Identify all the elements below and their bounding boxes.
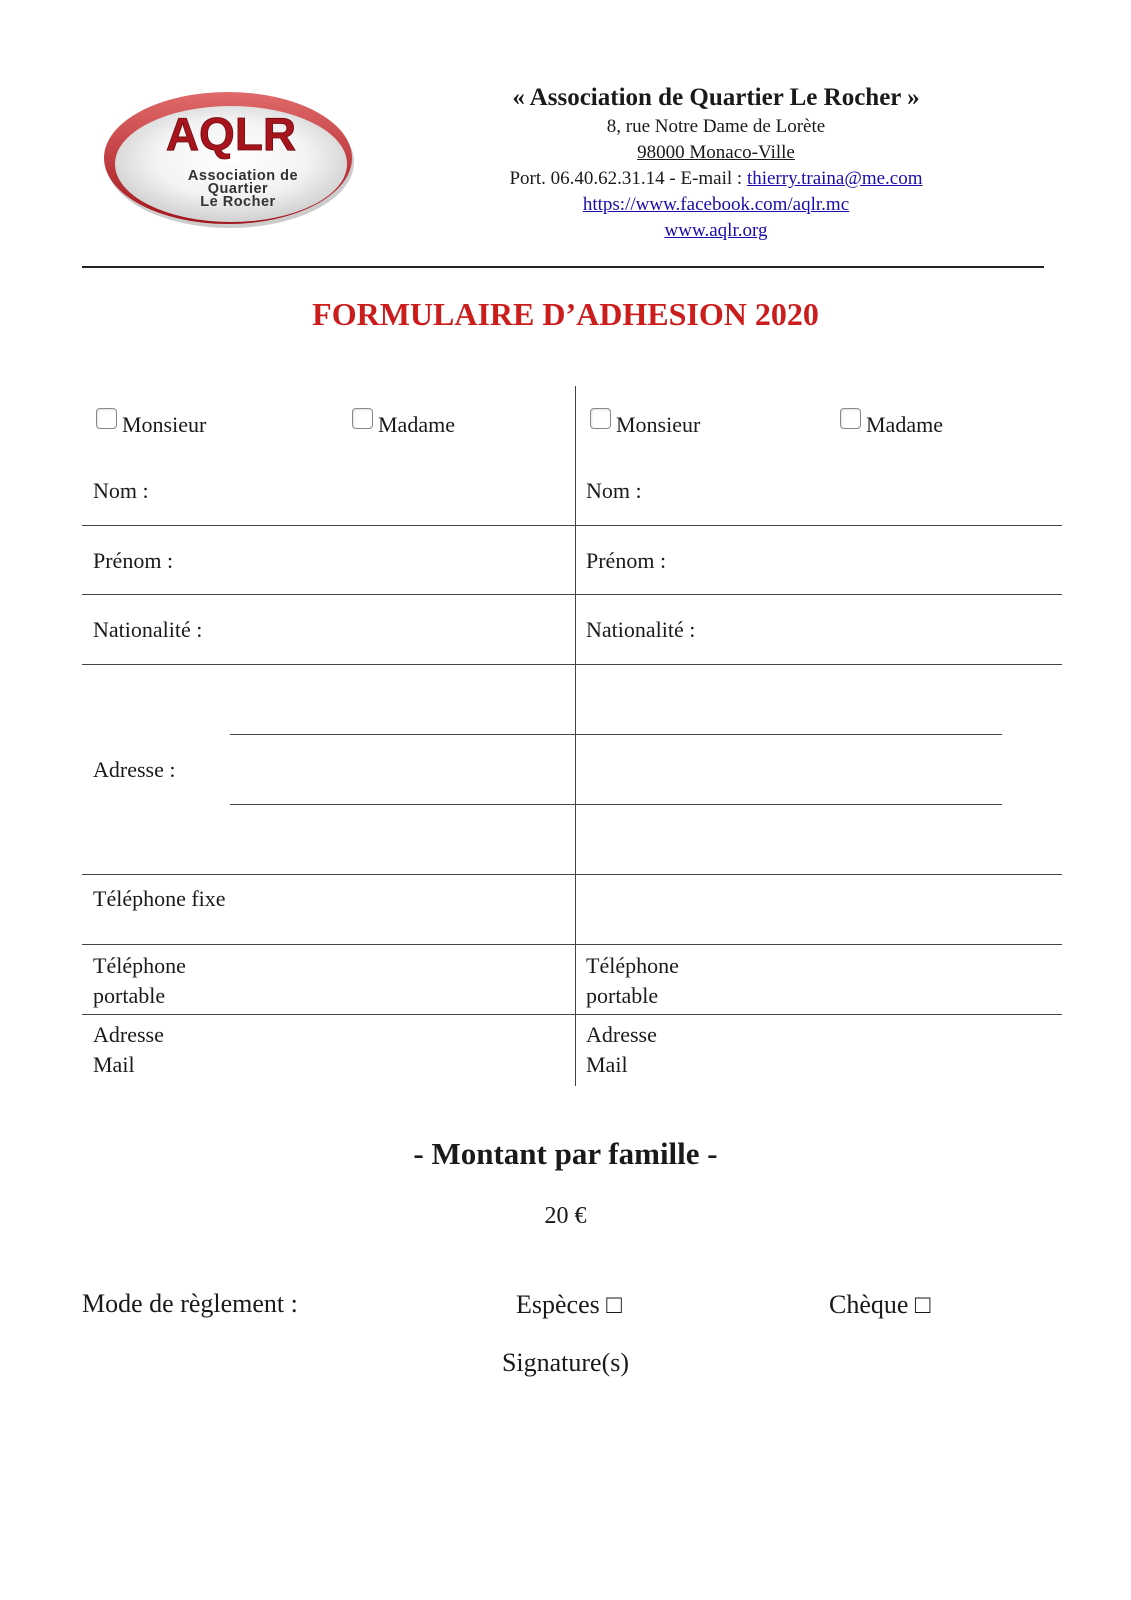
monsieur-label-left: Monsieur (122, 412, 207, 437)
montant-title: - Montant par famille - (413, 1136, 718, 1171)
logo-subtitle-1: Association de (187, 168, 299, 184)
especes-option[interactable]: Espèces □ (516, 1290, 622, 1319)
telephone-portable-line1-left: Téléphone (93, 953, 186, 978)
prenom-label-right: Prénom : (586, 548, 667, 573)
telephone-portable-line2-right: portable (586, 983, 659, 1008)
row-divider (82, 944, 1062, 945)
madame-checkbox-right[interactable] (840, 408, 861, 429)
row-divider (82, 1014, 1062, 1015)
row-divider (82, 664, 1062, 665)
mail-label-left (93, 1020, 293, 1080)
prenom-label-left: Prénom : (93, 548, 174, 573)
payment-mode-label: Mode de règlement : (82, 1289, 298, 1318)
form-title: FORMULAIRE D’ADHESION 2020 (312, 296, 819, 332)
facebook-link[interactable]: https://www.facebook.com/aqlr.mc (582, 194, 850, 215)
monsieur-label-right: Monsieur (616, 412, 701, 437)
row-divider (82, 594, 1062, 595)
madame-checkbox-left[interactable] (352, 408, 373, 429)
nom-label-left: Nom : (93, 478, 149, 503)
mail-line2-right: Mail (586, 1052, 628, 1077)
cheque-option[interactable]: Chèque □ (829, 1290, 931, 1319)
madame-label-left: Madame (378, 412, 455, 437)
telephone-fixe-label: Téléphone fixe (93, 886, 226, 911)
address-line-1[interactable] (230, 734, 1002, 735)
row-divider (82, 874, 1062, 875)
telephone-portable-line2-left: portable (93, 983, 166, 1008)
organization-name: « Association de Quartier Le Rocher » (512, 84, 920, 111)
logo-title: AQLR (165, 108, 297, 160)
mail-line2-left: Mail (93, 1052, 135, 1077)
telephone-portable-label-right (586, 951, 786, 1011)
address-city: 98000 Monaco-Ville (637, 142, 795, 163)
madame-label-right: Madame (866, 412, 943, 437)
adresse-label: Adresse : (93, 757, 176, 782)
logo-subtitle-2: Quartier (207, 181, 269, 197)
telephone-portable-line1-right: Téléphone (586, 953, 679, 978)
logo-ellipse-icon (100, 86, 362, 234)
address-line-2[interactable] (230, 804, 1002, 805)
monsieur-checkbox-left[interactable] (96, 408, 117, 429)
nationalite-label-right: Nationalité : (586, 617, 696, 642)
header-divider (82, 266, 1044, 268)
nationalite-label-left: Nationalité : (93, 617, 203, 642)
logo-subtitle-3: Le Rocher (200, 194, 276, 210)
column-divider (575, 386, 576, 1086)
montant-value: 20 € (544, 1203, 587, 1229)
mail-label-right (586, 1020, 786, 1080)
aqlr-logo (100, 86, 362, 234)
email-link[interactable]: thierry.traina@me.com (746, 168, 923, 189)
address-street: 8, rue Notre Dame de Lorète (606, 116, 826, 137)
row-divider (82, 525, 1062, 526)
monsieur-checkbox-right[interactable] (590, 408, 611, 429)
mail-line1-left: Adresse (93, 1022, 164, 1047)
website-link[interactable]: www.aqlr.org (664, 220, 768, 241)
contact-line (456, 166, 976, 192)
nom-label-right: Nom : (586, 478, 642, 503)
phone-text: Port. 06.40.62.31.14 - E-mail : (509, 168, 747, 189)
organization-header (456, 82, 976, 244)
mail-line1-right: Adresse (586, 1022, 657, 1047)
telephone-portable-label-left (93, 951, 293, 1011)
signature-label: Signature(s) (501, 1348, 630, 1377)
